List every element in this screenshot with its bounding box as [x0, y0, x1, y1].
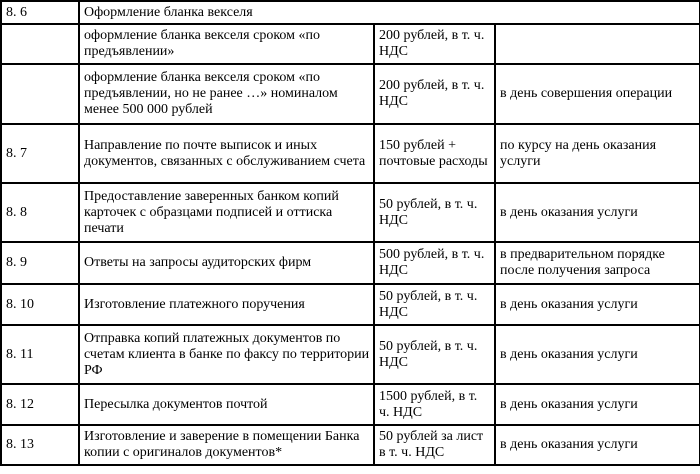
item-number: 8. 13 — [1, 425, 79, 465]
service-description: Направление по почте выписок и иных документов, связанных с обслуживанием счета — [79, 124, 374, 183]
service-description: Предоставление заверенных банком копий карточек с образцами подписей и оттиска печати — [79, 183, 374, 242]
term-cell — [495, 24, 700, 64]
table-row — [1, 384, 700, 425]
price-cell: 200 рублей, в т. ч. НДС — [374, 64, 495, 124]
service-description: Ответы на запросы аудиторских фирм — [79, 242, 374, 284]
price-cell: 1500 рублей, в т. ч. НДС — [374, 384, 495, 425]
table-row — [1, 183, 700, 242]
service-description: Оформление бланка векселя — [79, 1, 700, 24]
term-cell: в день оказания услуги — [495, 325, 700, 384]
term-cell: по курсу на день оказания услуги — [495, 124, 700, 183]
price-cell: 200 рублей, в т. ч. НДС — [374, 24, 495, 64]
service-description: Изготовление и заверение в помещении Банка копии с оригиналов документов* — [79, 425, 374, 465]
table-row — [1, 64, 700, 124]
item-number: 8. 7 — [1, 124, 79, 183]
table-row — [1, 325, 700, 384]
service-description: оформление бланка векселя сроком «по предъявлении» — [79, 24, 374, 64]
term-cell: в день совершения операции — [495, 64, 700, 124]
service-description: Отправка копий платежных документов по счетам клиента в банке по факсу по территории РФ — [79, 325, 374, 384]
table-row — [1, 1, 700, 24]
price-cell: 50 рублей за лист в т. ч. НДС — [374, 425, 495, 465]
item-number: 8. 12 — [1, 384, 79, 425]
item-number: 8. 10 — [1, 284, 79, 325]
item-number — [1, 24, 79, 64]
table-row — [1, 242, 700, 284]
term-cell: в предварительном порядке после получения запроса — [495, 242, 700, 284]
price-cell: 50 рублей, в т. ч. НДС — [374, 325, 495, 384]
term-cell: в день оказания услуги — [495, 425, 700, 465]
service-description: Пересылка документов почтой — [79, 384, 374, 425]
price-cell: 50 рублей, в т. ч. НДС — [374, 183, 495, 242]
item-number: 8. 8 — [1, 183, 79, 242]
item-number — [1, 64, 79, 124]
price-cell: 500 рублей, в т. ч. НДС — [374, 242, 495, 284]
term-cell: в день оказания услуги — [495, 284, 700, 325]
price-cell: 50 рублей, в т. ч. НДС — [374, 284, 495, 325]
term-cell: в день оказания услуги — [495, 384, 700, 425]
table-row — [1, 24, 700, 64]
item-number: 8. 11 — [1, 325, 79, 384]
service-description: Изготовление платежного поручения — [79, 284, 374, 325]
table-row — [1, 425, 700, 465]
term-cell: в день оказания услуги — [495, 183, 700, 242]
table-row — [1, 124, 700, 183]
price-cell: 150 рублей + почтовые расходы — [374, 124, 495, 183]
item-number: 8. 6 — [1, 1, 79, 24]
item-number: 8. 9 — [1, 242, 79, 284]
table-row — [1, 284, 700, 325]
service-description: оформление бланка векселя сроком «по предъявлении, но не ранее …» номиналом менее 500 000 рублей — [79, 64, 374, 124]
